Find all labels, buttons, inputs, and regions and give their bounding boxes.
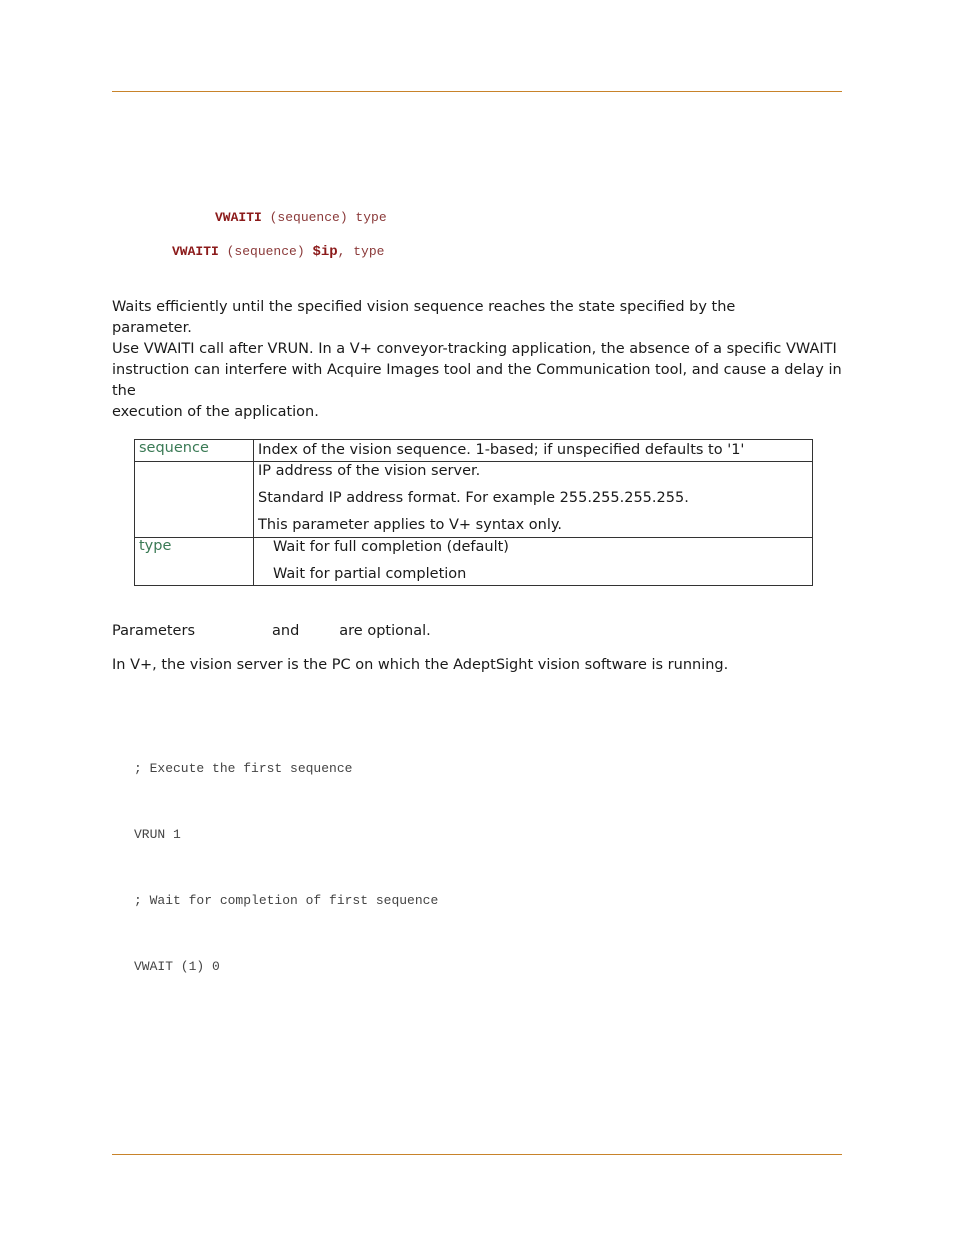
syntax-ip-arg: $ip bbox=[312, 244, 338, 260]
code-line: VRUN 1 bbox=[134, 827, 181, 842]
description-text: parameter. bbox=[112, 320, 192, 336]
code-line: ; Execute the first sequence bbox=[134, 761, 353, 776]
optional-text: Parameters bbox=[112, 623, 195, 639]
param-name: sequence bbox=[135, 440, 254, 462]
param-description-line: Index of the vision sequence. 1-based; if unspecified defaults to '1' bbox=[258, 442, 745, 458]
description-text: execution of the application. bbox=[112, 404, 319, 420]
param-description-line: This parameter applies to V+ syntax only. bbox=[258, 517, 562, 533]
server-note: In V+, the vision server is the PC on which the AdeptSight vision software is running. bbox=[112, 657, 729, 673]
syntax-keyword: VWAITI bbox=[172, 244, 219, 259]
description bbox=[112, 297, 852, 423]
optional-text: are optional. bbox=[339, 623, 431, 639]
param-description-line: Wait for partial completion bbox=[273, 566, 467, 582]
syntax-args: (sequence) bbox=[218, 244, 313, 259]
syntax-line-2 bbox=[172, 244, 384, 260]
optional-text: and bbox=[272, 623, 300, 639]
table-row bbox=[135, 538, 813, 586]
syntax-args: , type bbox=[337, 244, 385, 259]
param-description-line: Wait for full completion (default) bbox=[273, 539, 509, 555]
param-description-line: IP address of the vision server. bbox=[258, 463, 481, 479]
syntax-line-1 bbox=[215, 210, 387, 225]
param-name: type bbox=[135, 538, 254, 586]
example-code bbox=[134, 714, 438, 1000]
param-description-line: Standard IP address format. For example 255.255.255.255. bbox=[258, 490, 689, 506]
description-text: Waits efficiently until the specified vision sequence reaches the state specified by the bbox=[112, 299, 736, 315]
table-row bbox=[135, 440, 813, 462]
description-text: Use VWAITI call after VRUN. In a V+ conveyor-tracking application, the absence of a specific VWAITI bbox=[112, 341, 837, 357]
param-name bbox=[135, 462, 254, 538]
table-row bbox=[135, 462, 813, 538]
syntax-keyword: VWAITI bbox=[215, 210, 262, 225]
code-line: ; Wait for completion of first sequence bbox=[134, 893, 439, 908]
header-rule bbox=[112, 91, 842, 92]
optional-note bbox=[112, 621, 852, 642]
parameters-table bbox=[134, 439, 813, 586]
param-description bbox=[254, 538, 813, 586]
param-description bbox=[254, 462, 813, 538]
footer-rule bbox=[112, 1154, 842, 1155]
param-description bbox=[254, 440, 813, 462]
syntax-args: (sequence) type bbox=[261, 210, 387, 225]
description-text: instruction can interfere with Acquire Images tool and the Communication tool, and cause a delay in the bbox=[112, 362, 842, 399]
code-line: VWAIT (1) 0 bbox=[134, 959, 220, 974]
